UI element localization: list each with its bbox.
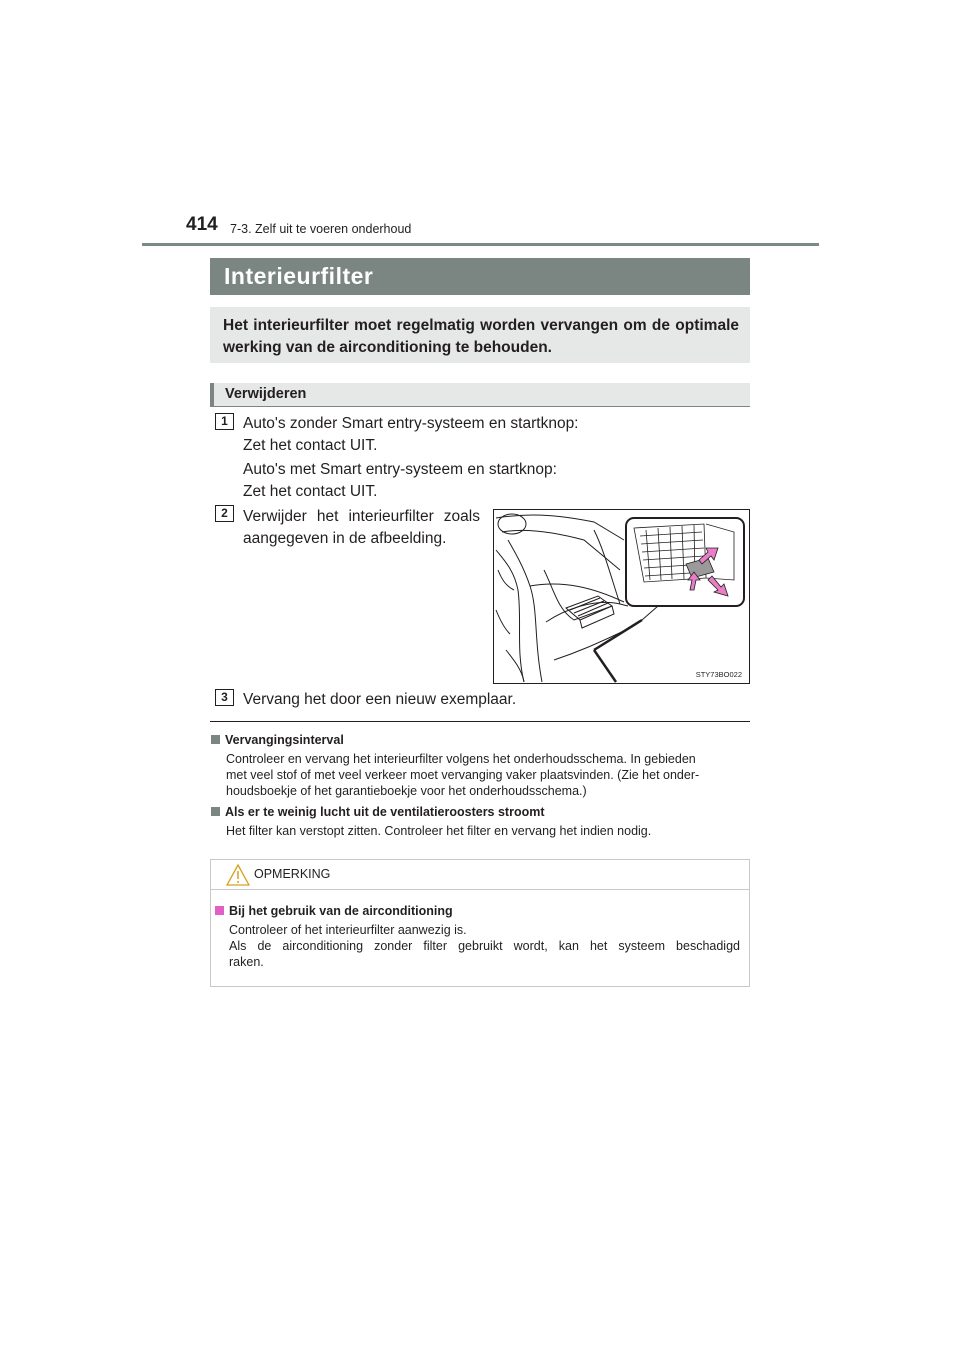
intro-text: Het interieurfilter moet regelmatig worden vervangen om de optimale werking van de airconditioning te behouden. <box>223 317 739 356</box>
bullet-square <box>211 807 220 816</box>
bullet-square <box>211 735 220 744</box>
step-1-line-1: Auto's zonder Smart entry-systeem en startknop: <box>243 415 579 432</box>
note-1-line-3: houdsboekje of het garantieboekje voor het onderhoudsschema.) <box>226 784 587 798</box>
note-2-line-1: Het filter kan verstopt zitten. Controleer het filter en vervang het indien nodig. <box>226 824 652 838</box>
header-divider <box>142 243 819 246</box>
intro-box <box>210 307 750 363</box>
note-1-line-1: Controleer en vervang het interieurfilter volgens het onderhoudsschema. In gebieden <box>226 752 696 766</box>
notice-line-3: raken. <box>229 955 264 969</box>
dashboard-drawing <box>494 510 749 683</box>
subheading-bar <box>210 383 750 407</box>
warning-triangle-icon <box>226 864 250 886</box>
notice-heading-text: Bij het gebruik van de airconditioning <box>229 904 453 918</box>
notice-box <box>210 859 750 987</box>
subheading: Verwijderen <box>225 386 307 402</box>
note-2-heading-text: Als er te weinig lucht uit de ventilatieroosters stroomt <box>225 805 545 819</box>
subheading-accent <box>210 383 214 407</box>
notice-line-2: Als de airconditioning zonder filter gebruikt wordt, kan het systeem beschadigd <box>229 939 740 953</box>
section-divider <box>210 721 750 722</box>
step-2-line-2: aangegeven in de afbeelding. <box>243 530 447 547</box>
step-badge-1: 1 <box>215 413 234 430</box>
section-title: Interieurfilter <box>224 263 374 289</box>
note-2-heading <box>211 805 545 819</box>
section-title-bar <box>210 258 750 295</box>
notice-title: OPMERKING <box>254 867 331 881</box>
step-2-line-1: Verwijder het interieurfilter zoals <box>243 508 480 525</box>
bullet-square-pink <box>215 906 224 915</box>
step-3-line-1: Vervang het door een nieuw exemplaar. <box>243 691 517 708</box>
step-1-line-2: Zet het contact UIT. <box>243 437 378 454</box>
step-1-line-4: Zet het contact UIT. <box>243 483 378 500</box>
filter-removal-illustration <box>493 509 750 684</box>
figure-code: STY73BO022 <box>695 670 742 679</box>
note-1-heading-text: Vervangingsinterval <box>225 733 344 747</box>
notice-divider <box>211 889 749 890</box>
note-1-line-2: met veel stof of met veel verkeer moet vervanging vaker plaatsvinden. (Zie het onder- <box>226 768 700 782</box>
note-1-heading <box>211 733 344 747</box>
page-number: 414 <box>186 214 218 235</box>
notice-heading <box>215 904 453 918</box>
notice-line-1: Controleer of het interieurfilter aanwezig is. <box>229 923 467 937</box>
chapter-title: 7-3. Zelf uit te voeren onderhoud <box>230 222 412 236</box>
step-badge-3: 3 <box>215 689 234 706</box>
step-badge-2: 2 <box>215 505 234 522</box>
step-1-line-3: Auto's met Smart entry-systeem en startknop: <box>243 461 557 478</box>
